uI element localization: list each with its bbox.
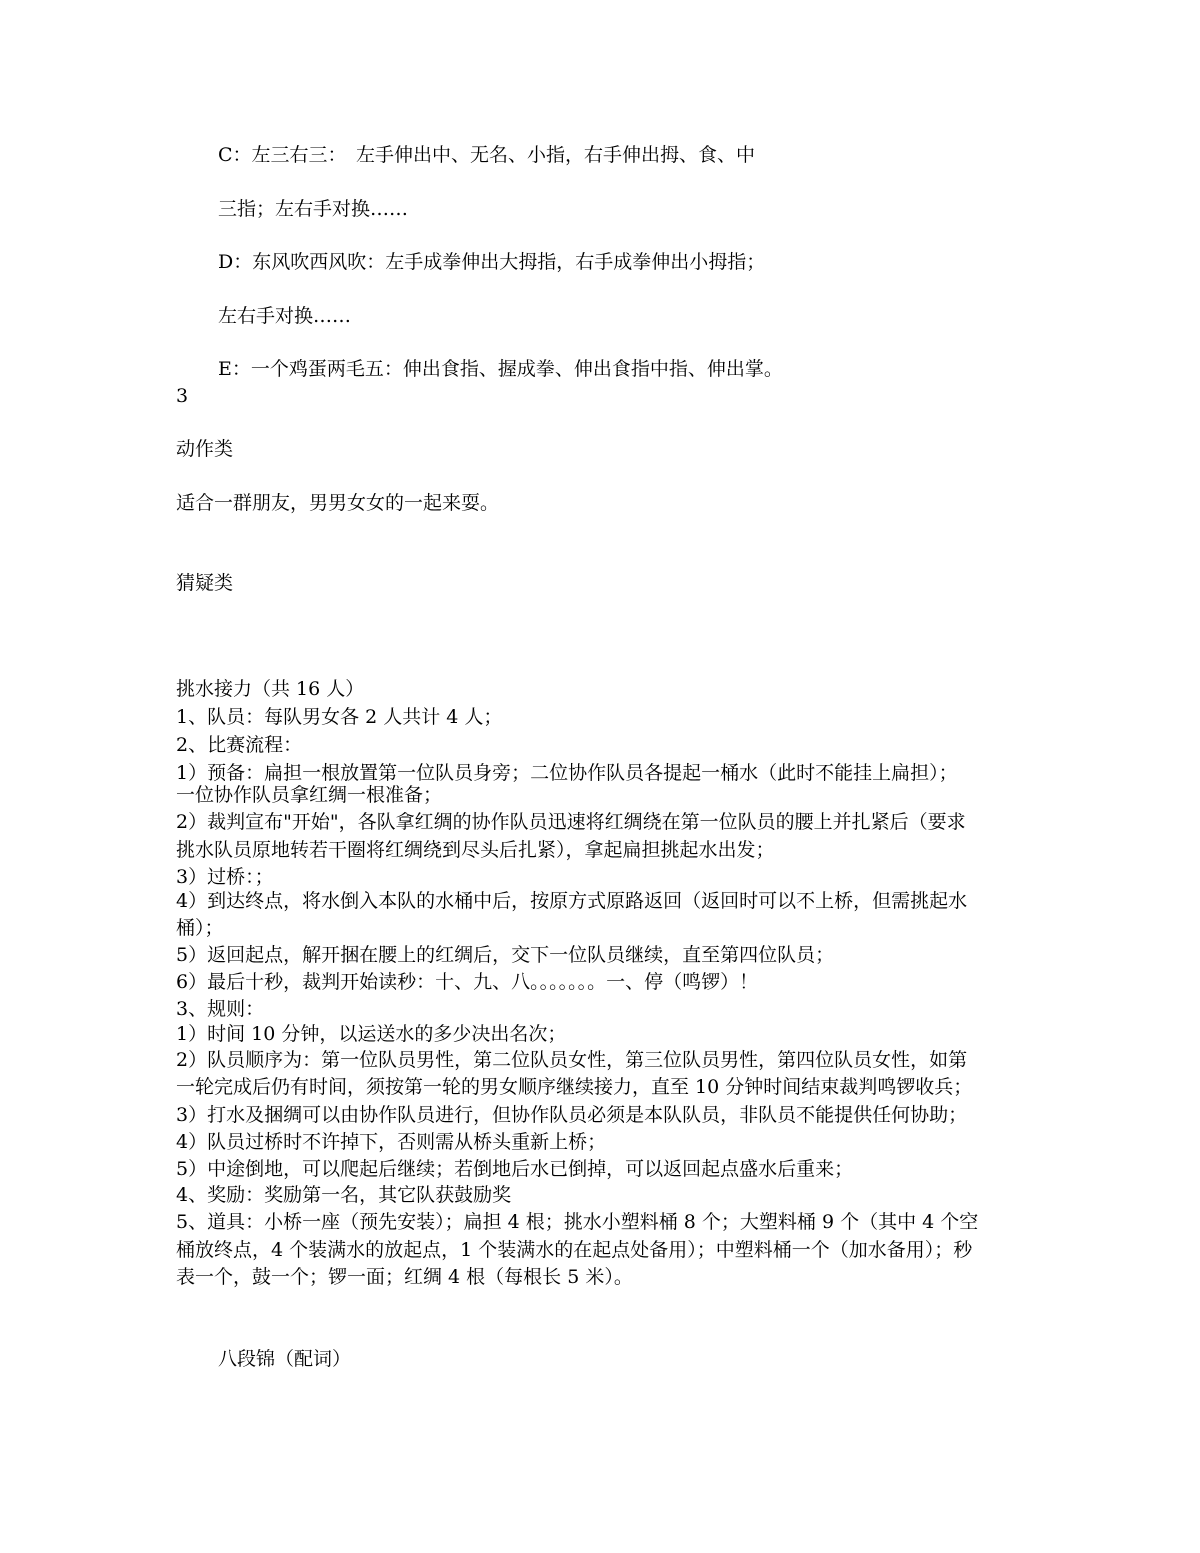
- relay-line: 1、队员：每队男女各 2 人共计 4 人；: [176, 706, 503, 728]
- relay-line: 4）队员过桥时不许掉下，否则需从桥头重新上桥；: [176, 1131, 607, 1153]
- relay-line: 桶）；: [176, 917, 224, 939]
- relay-line: 2）裁判宣布"开始"，各队拿红绸的协作队员迅速将红绸绕在第一位队员的腰上并扎紧后（要求: [176, 811, 966, 833]
- section-heading: 动作类: [176, 438, 234, 460]
- relay-line: 挑水队员原地转若干圈将红绸绕到尽头后扎紧），拿起扁担挑起水出发；: [176, 839, 775, 861]
- section-intro: 适合一群朋友，男男女女的一起来耍。: [176, 492, 500, 514]
- relay-line: 3）过桥：；: [176, 866, 274, 888]
- section-number: 3: [176, 385, 189, 407]
- relay-line: 4、奖励：奖励第一名，其它队获鼓励奖: [176, 1184, 512, 1206]
- list-item-c-line2: 三指；左右手对换……: [218, 198, 409, 220]
- relay-line: 5）中途倒地，可以爬起后继续；若倒地后水已倒掉，可以返回起点盛水后重来；: [176, 1158, 854, 1180]
- relay-line: 桶放终点，4 个装满水的放起点，1 个装满水的在起点处备用）；中塑料桶一个（加水备用）；秒: [176, 1239, 973, 1261]
- list-item-c-line1: C：左三右三： 左手伸出中、无名、小指，右手伸出拇、食、中: [218, 144, 756, 166]
- closing-heading: 八段锦（配词）: [218, 1348, 352, 1370]
- relay-line: 6）最后十秒，裁判开始读秒：十、九、八。。。。。。。一、停（鸣锣）！: [176, 971, 759, 993]
- list-item-e: E：一个鸡蛋两毛五：伸出食指、握成拳、伸出食指中指、伸出掌。: [218, 358, 783, 380]
- relay-title: 挑水接力（共 16 人）: [176, 678, 365, 700]
- relay-line: 表一个，鼓一个；锣一面；红绸 4 根（每根长 5 米）。: [176, 1266, 633, 1288]
- relay-line: 一位协作队员拿红绸一根准备；: [176, 784, 443, 806]
- relay-line: 4）到达终点，将水倒入本队的水桶中后，按原方式原路返回（返回时可以不上桥，但需挑起水: [176, 890, 968, 912]
- relay-line: 2、比赛流程：: [176, 734, 303, 756]
- relay-line: 1）时间 10 分钟，以运送水的多少决出名次；: [176, 1023, 567, 1045]
- subsection-heading: 猜疑类: [176, 572, 234, 594]
- relay-line: 3）打水及捆绸可以由协作队员进行，但协作队员必须是本队队员，非队员不能提供任何协助；: [176, 1104, 968, 1126]
- relay-line: 1）预备：扁担一根放置第一位队员身旁；二位协作队员各提起一桶水（此时不能挂上扁担）；: [176, 762, 958, 784]
- relay-line: 5）返回起点，解开捆在腰上的红绸后，交下一位队员继续，直至第四位队员；: [176, 944, 835, 966]
- relay-line: 5、道具：小桥一座（预先安装）；扁担 4 根；挑水小塑料桶 8 个；大塑料桶 9 个（其中 4 个空: [176, 1211, 979, 1233]
- relay-line: 2）队员顺序为：第一位队员男性，第二位队员女性，第三位队员男性，第四位队员女性，如第: [176, 1049, 968, 1071]
- list-item-d-line2: 左右手对换……: [218, 305, 352, 327]
- relay-line: 3、规则：: [176, 998, 265, 1020]
- relay-line: 一轮完成后仍有时间，须按第一轮的男女顺序继续接力，直至 10 分钟时间结束裁判鸣锣收兵；: [176, 1076, 973, 1098]
- list-item-d-line1: D：东风吹西风吹：左手成拳伸出大拇指，右手成拳伸出小拇指；: [218, 251, 766, 273]
